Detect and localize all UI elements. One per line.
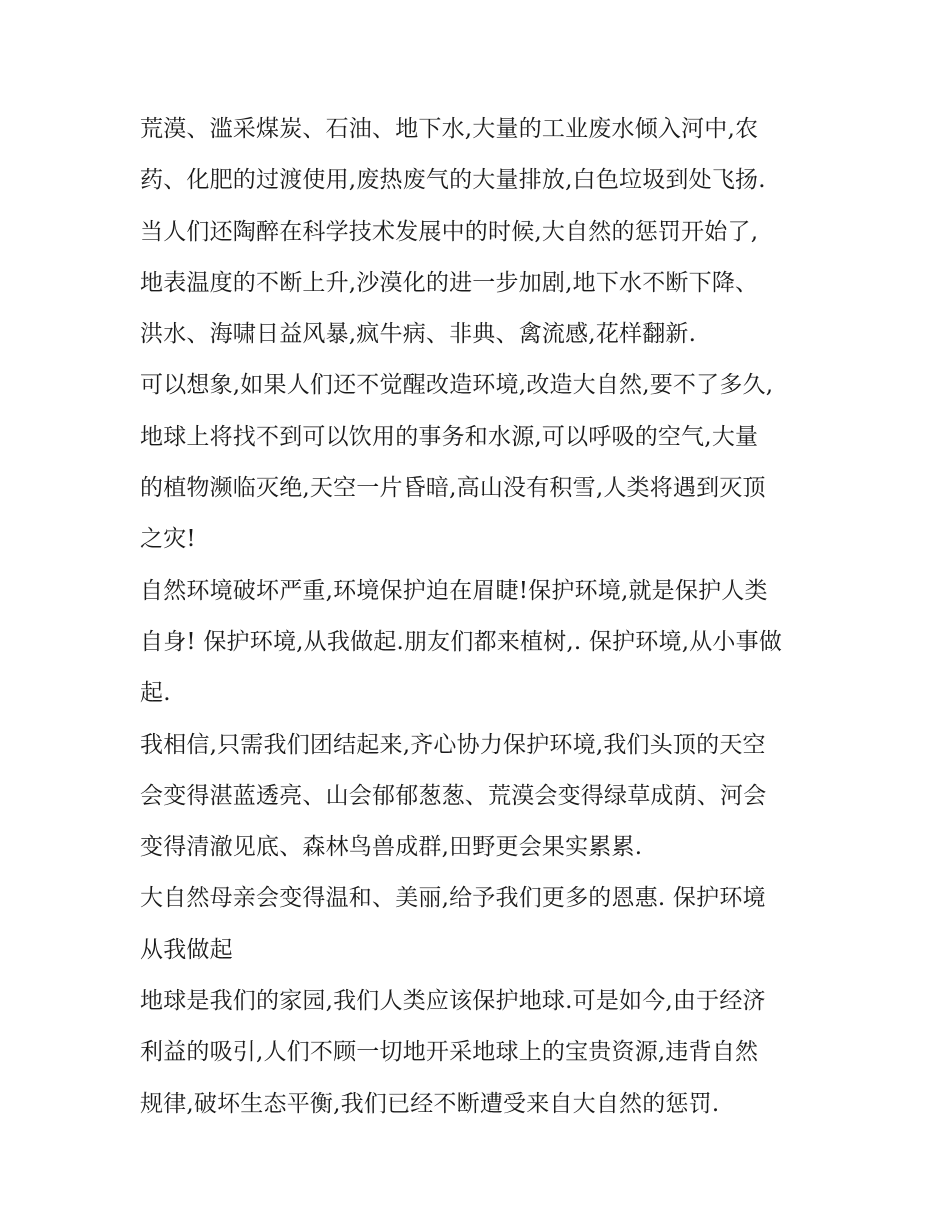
- text-line: 自然环境破坏严重,环境保护迫在眉睫!保护环境,就是保护人类: [140, 577, 768, 604]
- text-line: 可以想象,如果人们还不觉醒改造环境,改造大自然,要不了多久,: [140, 372, 774, 399]
- text-line: 会变得湛蓝透亮、山会郁郁葱葱、荒漠会变得绿草成荫、河会: [140, 782, 767, 809]
- document-body: [140, 104, 830, 1130]
- text-line: 利益的吸引,人们不顾一切地开采地球上的宝贵资源,违背自然: [140, 1039, 759, 1066]
- text-line: 荒漠、滥采煤炭、石油、地下水,大量的工业废水倾入河中,农: [140, 116, 759, 142]
- text-line: 之灾!: [140, 526, 196, 553]
- text-line: 洪水、海啸日益风暴,疯牛病、非典、禽流感,花样翻新.: [140, 321, 697, 348]
- text-line: 当人们还陶醉在科学技术发展中的时候,大自然的惩罚开始了,: [140, 218, 759, 245]
- text-line: 我相信,只需我们团结起来,齐心协力保护环境,我们头顶的天空: [140, 731, 766, 758]
- text-line: 地表温度的不断上升,沙漠化的进一步加剧,地下水不断下降、: [140, 269, 759, 296]
- text-line: 大自然母亲会变得温和、美丽,给予我们更多的恩惠. 保护环境: [140, 885, 766, 912]
- text-line: 自身! 保护环境,从我做起.朋友们都来植树,. 保护环境,从小事做: [140, 628, 783, 655]
- text-line: 起.: [140, 680, 171, 707]
- text-line: 药、化肥的过渡使用,废热废气的大量排放,白色垃圾到处飞扬.: [140, 167, 766, 194]
- text-line: 变得清澈见底、森林鸟兽成群,田野更会果实累累.: [140, 834, 643, 861]
- text-line: 的植物濒临灭绝,天空一片昏暗,高山没有积雪,人类将遇到灭顶: [140, 475, 766, 502]
- text-line: 从我做起: [140, 936, 233, 963]
- text-line: 地球上将找不到可以饮用的事务和水源,可以呼吸的空气,大量: [140, 423, 759, 450]
- text-line: 规律,破坏生态平衡,我们已经不断遭受来自大自然的惩罚.: [140, 1090, 720, 1117]
- text-line: 地球是我们的家园,我们人类应该保护地球.可是如今,由于经济: [140, 988, 766, 1015]
